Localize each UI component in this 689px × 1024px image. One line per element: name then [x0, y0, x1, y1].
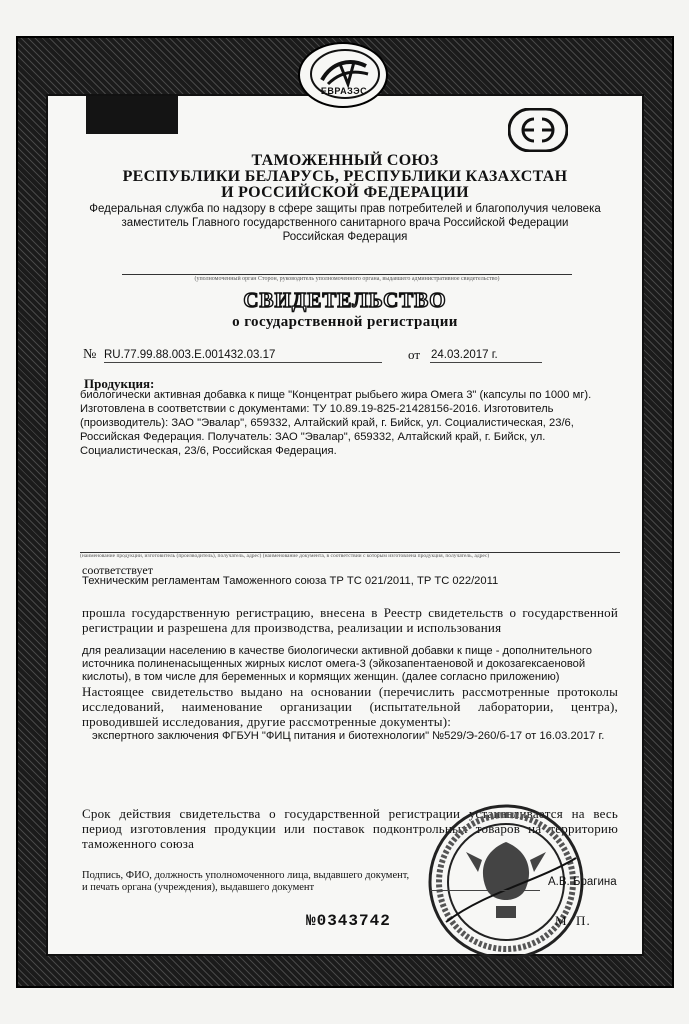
product-line-5: Социалистическая, 23/6, Российская Федерация.: [80, 445, 337, 457]
registration-statement: прошла государственную регистрацию, внесена в Реестр свидетельств о государственной регистрации и разрешена для производства, реализации и использования: [82, 605, 618, 635]
registration-date: 24.03.2017 г.: [431, 349, 498, 361]
signer-name: А.В. Брагина: [548, 876, 617, 888]
title-russian-federation: И РОССИЙСКОЙ ФЕДЕРАЦИИ: [221, 184, 469, 201]
serial-number: №0343742: [306, 912, 391, 930]
product-line-2: Изготовлена в соответствии с документами: ТУ 10.89.19-825-21428156-2016. Изготовитель: [80, 403, 554, 415]
signature-line: [430, 890, 540, 891]
technical-regulations: Техническим регламентам Таможенного союза ТР ТС 021/2011, ТР ТС 022/2011: [82, 575, 499, 587]
redacted-block: [86, 96, 178, 134]
number-underline: [104, 362, 382, 363]
product-line-4: Российская Федерация. Получатель: ЗАО "Эвалар", 659332, Алтайский край, г. Бийск, ул.: [80, 431, 546, 443]
conformity-label: соответствует: [82, 563, 153, 577]
product-label: Продукция:: [84, 376, 155, 391]
logo-text: ЕВРАЗЭС: [320, 86, 368, 96]
agency-line-2: заместитель Главного государственного санитарного врача Российской Федерации: [121, 217, 569, 229]
caption-underline: [122, 274, 572, 275]
usage-scope: для реализации населению в качестве биологически активной добавки к пище - дополнительного источника полиненасыщенных жирных кислот омега-3 (эйкозапентаеновой и докозагексаеновой кислоты), в том числе для беременных и кормящих женщин. (далее согласно приложению): [82, 645, 592, 683]
certificate-title: СВИДЕТЕЛЬСТВО: [243, 288, 447, 312]
basis-statement: Настоящее свидетельство выдано на основании (перечислить рассмотренные протоколы исследований, наименование организации (испытательной лаборатории, центра), проводившей исследования, другие рассмотренные документы):: [82, 684, 618, 729]
authority-caption: (уполномоченный орган Сторон, руководитель уполномоченного органа, выдавшего административное свидетельство): [194, 276, 500, 282]
seal-place-label: М. П.: [555, 913, 591, 928]
number-sign: №: [83, 347, 97, 362]
agency-line-3: Российская Федерация: [282, 231, 408, 243]
date-label: от: [408, 347, 421, 362]
certificate-subtitle: о государственной регистрации: [232, 314, 458, 330]
product-line-1: биологически активная добавка к пище "Концентрат рыбьего жира Омега 3" (капсулы по 1000 мг).: [80, 389, 592, 401]
eurasec-logo: [298, 42, 388, 108]
signature-caption: Подпись, ФИО, должность уполномоченного лица, выдавшего документ, и печать органа (учреждения), выдавшего документ: [82, 870, 410, 893]
registration-number: RU.77.99.88.003.Е.001432.03.17: [104, 349, 276, 361]
product-line-3: (производитель): ЗАО "Эвалар", 659332, Алтайский край, г. Бийск, ул. Социалистическая, 23/6,: [80, 417, 574, 429]
validity-statement: Срок действия свидетельства о государственной регистрации устанавливается на весь период изготовления продукции или поставок подконтрольных товаров на территорию таможенного союза: [82, 806, 618, 851]
customs-union-mark-icon: [508, 108, 568, 152]
eurasec-emblem-icon: [300, 44, 390, 110]
expert-conclusion: экспертного заключения ФГБУН "ФИЦ питания и биотехнологии" №529/Э-260/б-17 от 16.03.2017 г.: [92, 730, 605, 742]
product-caption: (наименование продукции, изготовитель (производитель), получатель, адрес) (наименование документа, в соответствии с которым изготовлена продукция, получатель, адрес): [80, 553, 490, 559]
date-underline: [430, 362, 542, 363]
agency-line-1: Федеральная служба по надзору в сфере защиты прав потребителей и благополучия человека: [89, 203, 601, 215]
title-customs-union: ТАМОЖЕННЫЙ СОЮЗ: [251, 152, 439, 169]
title-republics: РЕСПУБЛИКИ БЕЛАРУСЬ, РЕСПУБЛИКИ КАЗАХСТАН: [122, 168, 568, 185]
